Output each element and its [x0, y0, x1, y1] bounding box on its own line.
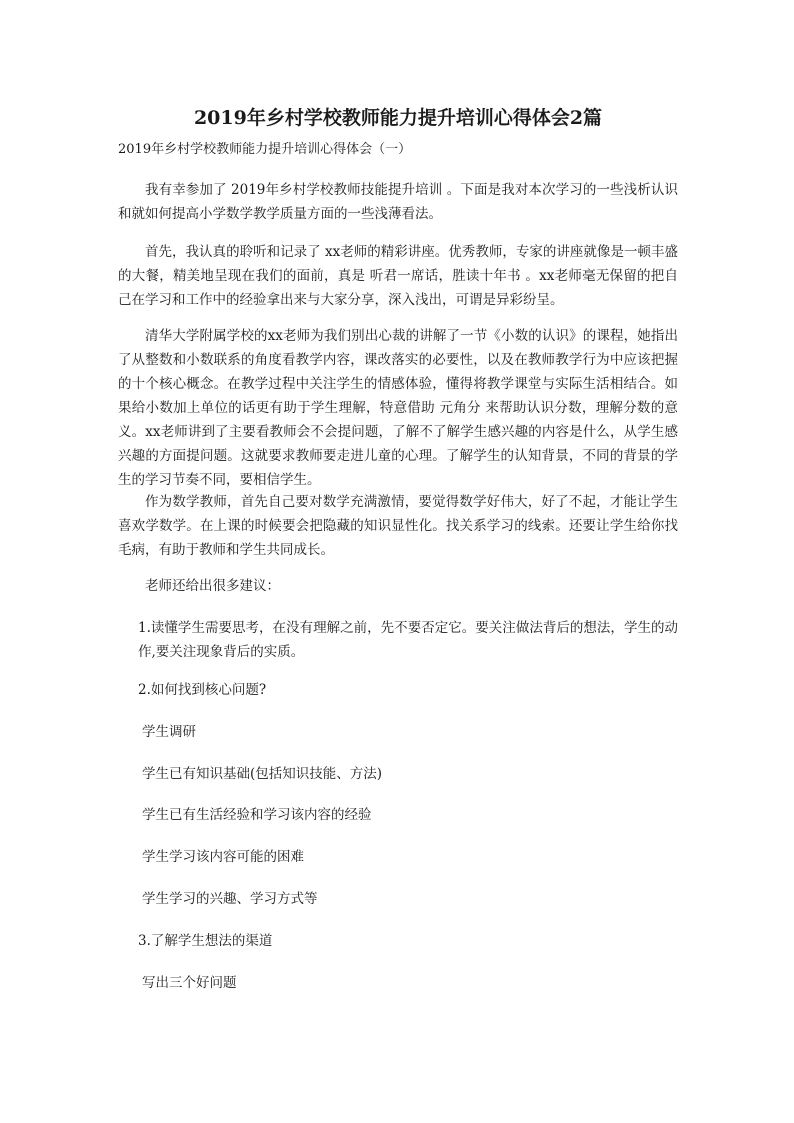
paragraph-lecture: 首先，我认真的聆听和记录了 xx老师的精彩讲座。优秀教师，专家的讲座就像是一顿丰盛的大餐，精美地呈现在我们的面前，真是 听君一席话，胜读十年书 。xx老师毫无保留的把自己在学习和工作中的经验拿出来与大家分享，深入浅出，可谓是异彩纷呈。	[118, 244, 678, 308]
list-item: 3.了解学生想法的渠道	[138, 933, 273, 949]
document-subtitle: 2019年乡村学校教师能力提升培训心得体会（一）	[118, 142, 412, 157]
list-item: 写出三个好问题	[142, 975, 237, 991]
list-item: 学生学习该内容可能的困难	[142, 849, 304, 865]
list-item: 学生调研	[142, 724, 196, 740]
document-title: 2019年乡村学校教师能力提升培训心得体会2篇	[193, 107, 603, 129]
list-item: 2.如何找到核心问题?	[138, 682, 267, 698]
list-item: 1.读懂学生需要思考，在没有理解之前，先不要否定它。要关注做法背后的想法，学生的动作,要关注现象背后的实质。	[138, 620, 678, 660]
list-item: 学生学习的兴趣、学习方式等	[142, 891, 318, 907]
paragraph-suggestions: 老师还给出很多建议：	[145, 578, 280, 594]
list-item: 学生已有生活经验和学习该内容的经验	[142, 807, 372, 823]
paragraph-lesson: 清华大学附属学校的xx老师为我们别出心裁的讲解了一节《小数的认识》的课程，她指出了从整数和小数联系的角度看教学内容，课改落实的必要性，以及在教师教学行为中应该把握的十个核心概念。在教学过程中关注学生的情感体验，懂得将教学课堂与实际生活相结合。如果给小数加上单位的话更有助于学生理解，特意借助 元角分 来帮助认识分数，理解分数的意义。xx老师讲到了主要看教师会不会提问题，了解不了解学生感兴趣的内容是什么，从学生感兴趣的方面提问题。这就要求教师要走进儿童的心理。了解学生的认知背景，不同的背景的学生的学习节奏不同，要相信学生。	[118, 328, 678, 488]
paragraph-intro: 我有幸参加了 2019年乡村学校教师技能提升培训 。下面是我对本次学习的一些浅析认识和就如何提高小学数学教学质量方面的一些浅薄看法。	[118, 182, 678, 222]
list-item: 学生已有知识基础(包括知识技能、方法)	[142, 766, 383, 782]
paragraph-teacher: 作为数学教师，首先自己要对数学充满激情，要觉得数学好伟大，好了不起，才能让学生喜欢学数学。在上课的时候要会把隐藏的知识显性化。找关系学习的线索。还要让学生给你找毛病，有助于教师和学生共同成长。	[118, 494, 678, 558]
